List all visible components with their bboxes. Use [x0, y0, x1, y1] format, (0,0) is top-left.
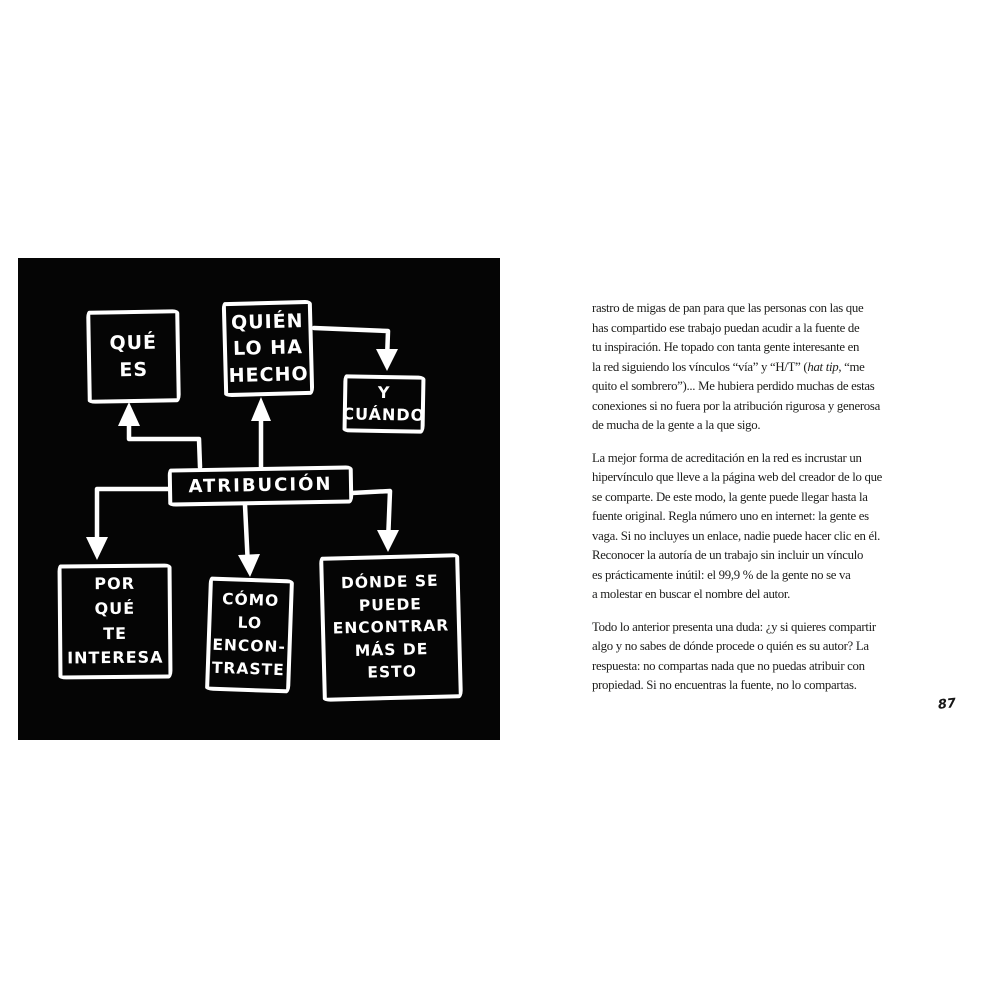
- text-line: vaga. Si no incluyes un enlace, nadie puede hacer clic en él.: [592, 528, 880, 543]
- paragraph: [592, 618, 882, 696]
- text-line: fuente original. Regla número uno en internet: la gente es: [592, 509, 869, 523]
- text-line: conexiones si no fuera por la atribución rigurosa y generosa: [592, 398, 880, 413]
- text-line: a molestar en buscar el nombre del autor.: [592, 587, 791, 601]
- arrow-to-que-es: [118, 402, 200, 467]
- paragraph: [592, 299, 882, 436]
- text-line: hipervínculo que lleve a la página web del creador de lo que: [592, 470, 883, 484]
- node-donde-se-puede-encontrar: DÓNDE SE PUEDE ENCONTRAR MÁS DE ESTO: [319, 553, 463, 702]
- text-line: tu inspiración. He topado con tanta gente interesante en: [592, 340, 860, 354]
- page-number: 87: [937, 696, 957, 713]
- text-line: Todo lo anterior presenta una duda: ¿y si quieres compartir: [592, 619, 876, 634]
- node-por-que-te-interesa: POR QUÉ TE INTERESA: [58, 564, 173, 680]
- arrow-to-como: [238, 505, 260, 577]
- text-line: rastro de migas de pan para que las personas con las que: [592, 301, 864, 315]
- paragraph: [592, 449, 882, 605]
- text-line: quito el sombrero”)... Me hubiera perdido muchas de estas: [592, 379, 875, 393]
- text-line: es prácticamente inútil: el 99,9 % de la gente no se va: [592, 567, 851, 582]
- text-line: algo y no sabes de dónde procede o quién es su autor? La: [592, 639, 869, 653]
- node-quien-lo-ha-hecho: QUIÉN LO HA HECHO: [222, 300, 314, 397]
- attribution-diagram: [18, 258, 500, 740]
- text-line: se comparte. De este modo, la gente puede llegar hasta la: [592, 489, 868, 504]
- text-line: de mucha de la gente a la que sigo.: [592, 418, 761, 432]
- text-line: la red siguiendo los vínculos “vía” y “H/T” (hat tip, “me: [592, 359, 865, 374]
- node-atribucion: ATRIBUCIÓN: [168, 465, 354, 506]
- arrow-to-por-que: [86, 489, 168, 560]
- arrow-to-cuando: [314, 328, 398, 371]
- node-como-lo-encontraste: CÓMO LO ENCON- TRASTE: [205, 577, 294, 694]
- text-line: has compartido ese trabajo puedan acudir a la fuente de: [592, 320, 860, 335]
- body-text: [592, 299, 882, 709]
- node-y-cuando: Y CUÁNDO: [343, 374, 426, 433]
- node-que-es: QUÉ ES: [86, 309, 181, 404]
- text-line: Reconocer la autoría de un trabajo sin incluir un vínculo: [592, 548, 864, 562]
- arrow-to-quien: [251, 397, 271, 467]
- text-line: propiedad. Si no encuentras la fuente, no lo compartas.: [592, 678, 857, 692]
- text-line: La mejor forma de acreditación en la red es incrustar un: [592, 450, 862, 465]
- text-line: respuesta: no compartas nada que no puedas atribuir con: [592, 658, 865, 673]
- arrow-to-donde: [352, 491, 399, 552]
